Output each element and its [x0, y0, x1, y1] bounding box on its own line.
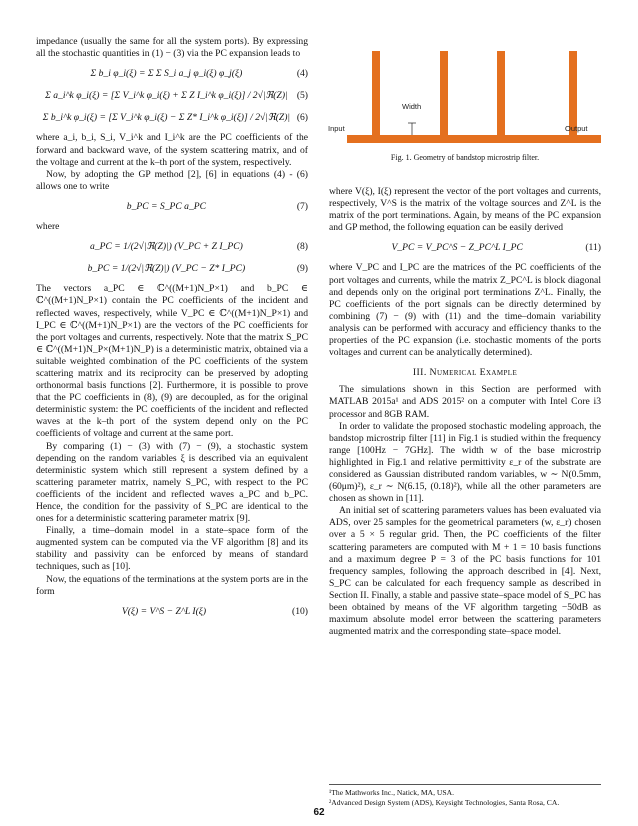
left-column — [36, 36, 308, 623]
equation-body: a_PC = 1/(2√|ℜ(Z)|) (V_PC + Z I_PC) — [90, 241, 243, 253]
width-label: Width — [402, 102, 422, 111]
section-heading: III. Numerical Example — [412, 367, 518, 379]
equation-body: Σ a_i^k φ_i(ξ) = [Σ V_i^k φ_i(ξ) + Σ Z I_i^k φ_i(ξ)] / 2√|ℜ(Z)| — [45, 90, 288, 102]
paragraph: The vectors a_PC ∈ ℂ^((M+1)N_P×1) and b_PC ∈ ℂ^((M+1)N_P×1) contain the PC coefficients of the incident and reflected waves, respectively, while V_PC ∈ ℂ^((M+1)N_P×1) and I_PC ∈ ℂ^((M+1)N_P×1) are the vectors of the PC coefficients for the port voltages and currents, respectively. Note that the matrix S_PC ∈ ℂ^((M+1)N_P×(M+1)N_P) is a deterministic matrix, obtained via a suitable weighted combination of the PC coefficients of the system scattering matrix and its reciprocity can be preserved by adopting orthonormal basis functions [2]. Furthermore, it is possible to prove that the PC coefficients in (8), (9) are decoupled, as for the original deterministic system: the PC coefficients of the incident and reflected waves at the k–th port of the system depend only on the PC coefficients of voltage and current at the same port. — [36, 283, 308, 440]
filter-geometry-diagram — [328, 43, 601, 163]
paragraph: where — [36, 221, 60, 233]
paragraph: where V_PC and I_PC are the matrices of the PC coefficients of the port voltages and currents, while the matrix Z_PC^L is block diagonal and depends only on the original port terminations Z^L. Finally, the PC coefficients of the port signals can be directly determined by combining (7) − (9) with (11) and the time–domain variability analysis can be performed with accuracy and efficiency thanks to the properties of the PC expansion (i.e. stochastic moments of the ports voltages and current can be analytically determined). — [329, 262, 601, 359]
paragraph: impedance (usually the same for all the system ports). By expressing all the stochastic quantities in (1) − (3) via the PC expansion leads to — [36, 36, 308, 60]
equation-body: b_PC = S_PC a_PC — [126, 200, 207, 212]
paragraph: An initial set of scattering parameters values has been evaluated via ADS, over 25 samples for the geometrical parameters (w, ε_r) chosen over a 5 × 5 regular grid. Then, the PC coefficients of the filter scattering parameters are computed with M + 1 = 10 basis functions and a maximum degree P = 3 of the PC basis functions for 101 frequency samples, following the approach described in [4]. Next, S_PC can be calculated for each frequency sample as described in Section II. Finally, a stable and passive state–space model of S_PC has been obtained by means of the VF algorithm targeting −50dB as maximum absolute model error between the scattering parameters augmented matrix and the corresponding state–space model. — [329, 505, 601, 638]
equation-body: V_PC = V_PC^S − Z_PC^L I_PC — [391, 242, 523, 254]
figure-caption: Fig. 1. Geometry of bandstop microstrip filter. — [390, 153, 540, 162]
equation-body: b_PC = 1/(2√|ℜ(Z)|) (V_PC − Z* I_PC) — [87, 263, 246, 275]
paragraph: The simulations shown in this Section are performed with MATLAB 2015a¹ and ADS 2015² on a computer with Intel Core i3 processor and 8GB RAM. — [329, 384, 601, 420]
width-marker — [408, 123, 416, 135]
right-column — [329, 186, 601, 638]
paragraph: By comparing (1) − (3) with (7) − (9), a stochastic system depending on the random variables ξ is described via an equivalent deterministic system which still represent a system defined by a scattering parameter matrix, namely S_PC, with respect to the PC coefficients of the incident and reflected waves a_PC and b_PC. Hence, the condition for the passivity of S_PC are identical to the ones for a deterministic scattering parameter matrix [9]. — [36, 440, 308, 525]
stub-4 — [569, 51, 577, 135]
input-label: Input — [328, 124, 345, 133]
footnotes — [329, 784, 601, 808]
equation-number: (10) — [292, 605, 308, 617]
equation-body: Σ b_i φ_i(ξ) = Σ Σ S_i a_j φ_i(ξ) φ_j(ξ) — [90, 68, 243, 80]
paragraph: Now, by adopting the GP method [2], [6] in equations (4) - (6) allows one to write — [36, 168, 308, 192]
equation-number: (9) — [296, 263, 308, 275]
paragraph: Finally, a time–domain model in a state–space form of the augmented system can be computed via the VF algorithm [8] and its stability and passivity can be enforced by means of standard techniques, such as [10]. — [36, 525, 308, 573]
equation-body: Σ b_i^k φ_i(ξ) = [Σ V_i^k φ_i(ξ) − Σ Z* I_i^k φ_i(ξ)] / 2√|ℜ(Z)| — [42, 112, 291, 124]
paragraph: Now, the equations of the terminations at the system ports are in the form — [36, 573, 308, 597]
equation-number: (6) — [296, 112, 308, 124]
equation-4 — [36, 68, 308, 80]
equation-number: (7) — [296, 200, 308, 212]
output-label: Output — [565, 124, 588, 133]
page-number: 62 — [313, 807, 325, 818]
paragraph: In order to validate the proposed stochastic modeling approach, the bandstop microstrip filter [11] in Fig.1 is studied within the frequency range [100Hz − 7GHz]. The width w of the base microstrip highlighted in Fig.1 and relative permittivity ε_r of the substrate are considered as Gaussian distributed random variables, w ∼ N(0.5mm, (60μm)²), ε_r ∼ N(6.15, (0.18)²), while all the other parameters are chosen as shown in [11]. — [329, 420, 601, 505]
equation-number: (8) — [296, 241, 308, 253]
equation-6 — [36, 112, 308, 124]
equation-number: (11) — [585, 242, 601, 254]
base-microstrip — [347, 135, 601, 143]
stub-2 — [440, 51, 448, 135]
equation-body: V(ξ) = V^S − Z^L I(ξ) — [121, 605, 207, 617]
equation-10 — [36, 606, 308, 618]
equation-number: (5) — [296, 90, 308, 102]
paragraph: where V(ξ), I(ξ) represent the vector of the port voltages and currents, respectively, V^S is the matrix of the voltage sources and Z^L is the matrix of the port terminations. Again, by means of the PC expansion and GP method, the following equation can be easily derived — [329, 186, 601, 234]
stub-3 — [497, 51, 505, 135]
figure-bandstop-filter — [328, 43, 601, 163]
paragraph: where a_i, b_i, S_i, V_i^k and I_i^k are the PC coefficients of the forward and backward wave, of the system scattering matrix, and of the voltage and current at the k–th port of the system, respectively. — [36, 132, 308, 168]
footnote-2: ²Advanced Design System (ADS), Keysight Technologies, Santa Rosa, CA. — [329, 798, 560, 807]
stub-1 — [372, 51, 380, 135]
equation-number: (4) — [296, 68, 308, 80]
equation-8 — [36, 241, 308, 253]
equation-9 — [36, 263, 308, 275]
footnote-1: ¹The Mathworks Inc., Natick, MA, USA. — [329, 788, 455, 797]
equation-11 — [329, 242, 601, 254]
microstrip-shapes — [347, 51, 601, 143]
equation-5 — [36, 90, 308, 102]
equation-7 — [36, 201, 308, 213]
